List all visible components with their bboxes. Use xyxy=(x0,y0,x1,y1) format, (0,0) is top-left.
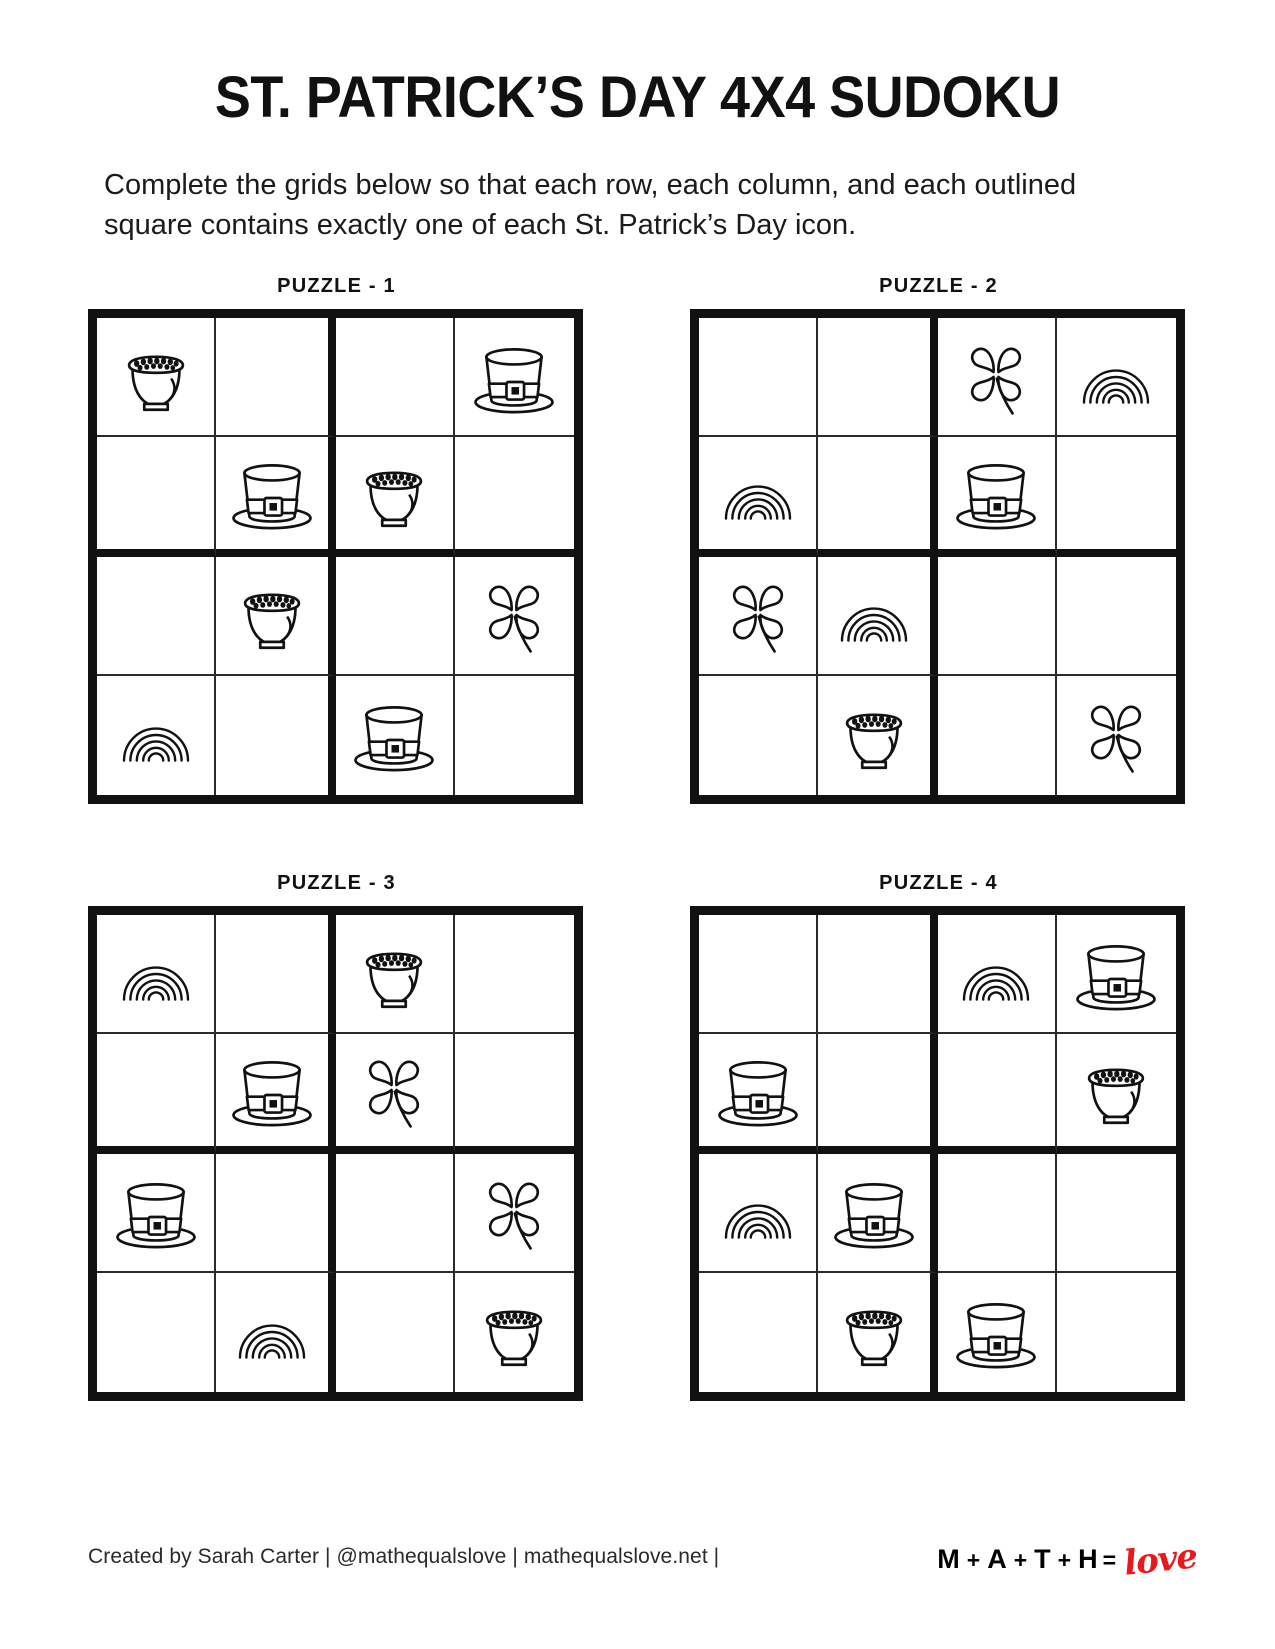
pot-of-gold-icon xyxy=(831,1289,917,1375)
leprechaun-hat-icon xyxy=(1073,931,1159,1017)
puzzle-2-label: PUZZLE - 2 xyxy=(879,275,998,298)
puzzle-4-cell-r2c4[interactable] xyxy=(1057,1034,1176,1153)
puzzle-4-cell-r2c1[interactable] xyxy=(699,1034,818,1153)
puzzle-2-cell-r4c3[interactable] xyxy=(938,676,1057,795)
puzzle-4-cell-r3c2[interactable] xyxy=(818,1154,937,1273)
leprechaun-hat-icon xyxy=(953,1289,1039,1375)
logo-love-word: love xyxy=(1122,1536,1199,1584)
puzzle-4-label: PUZZLE - 4 xyxy=(879,872,998,895)
rainbow-icon xyxy=(1073,334,1159,420)
leprechaun-hat-icon xyxy=(229,1047,315,1133)
puzzle-1-cell-r2c4[interactable] xyxy=(455,437,574,556)
puzzle-4-grid[interactable] xyxy=(690,906,1185,1401)
four-leaf-clover-icon xyxy=(953,334,1039,420)
puzzle-1-cell-r3c4[interactable] xyxy=(455,557,574,676)
puzzle-3-grid[interactable] xyxy=(88,906,583,1401)
puzzle-2-cell-r1c4[interactable] xyxy=(1057,318,1176,437)
puzzle-4-cell-r1c2[interactable] xyxy=(818,915,937,1034)
puzzle-4 xyxy=(690,872,1187,1401)
puzzle-1-cell-r1c4[interactable] xyxy=(455,318,574,437)
puzzle-4-cell-r2c2[interactable] xyxy=(818,1034,937,1153)
logo-plus-2: + xyxy=(1013,1547,1029,1573)
pot-of-gold-icon xyxy=(471,1289,557,1375)
logo-letter-t: T xyxy=(1034,1544,1052,1574)
puzzle-2 xyxy=(690,275,1187,804)
four-leaf-clover-icon xyxy=(471,1169,557,1255)
puzzle-1-cell-r1c1[interactable] xyxy=(97,318,216,437)
pot-of-gold-icon xyxy=(831,692,917,778)
puzzle-3-label: PUZZLE - 3 xyxy=(277,872,396,895)
puzzle-3-cell-r4c2[interactable] xyxy=(216,1273,335,1392)
puzzle-1-cell-r4c3[interactable] xyxy=(336,676,455,795)
puzzle-1-cell-r3c3[interactable] xyxy=(336,557,455,676)
puzzle-1-cell-r2c3[interactable] xyxy=(336,437,455,556)
rainbow-icon xyxy=(715,450,801,536)
puzzle-2-cell-r2c2[interactable] xyxy=(818,437,937,556)
puzzle-1-cell-r3c1[interactable] xyxy=(97,557,216,676)
logo-letter-a: A xyxy=(987,1544,1008,1574)
puzzle-4-cell-r3c1[interactable] xyxy=(699,1154,818,1273)
puzzle-1-label: PUZZLE - 1 xyxy=(277,275,396,298)
footer-credit: Created by Sarah Carter | @mathequalslove | mathequalslove.net | xyxy=(88,1545,720,1568)
puzzle-4-cell-r3c4[interactable] xyxy=(1057,1154,1176,1273)
leprechaun-hat-icon xyxy=(229,450,315,536)
puzzle-2-cell-r3c4[interactable] xyxy=(1057,557,1176,676)
puzzle-3-cell-r1c2[interactable] xyxy=(216,915,335,1034)
puzzle-2-cell-r1c1[interactable] xyxy=(699,318,818,437)
logo-letter-h: H xyxy=(1078,1544,1099,1574)
pot-of-gold-icon xyxy=(351,450,437,536)
rainbow-icon xyxy=(831,572,917,658)
puzzle-3-cell-r2c2[interactable] xyxy=(216,1034,335,1153)
puzzle-3-cell-r4c3[interactable] xyxy=(336,1273,455,1392)
logo-plus-1: + xyxy=(966,1547,982,1573)
four-leaf-clover-icon xyxy=(715,572,801,658)
puzzle-4-cell-r1c4[interactable] xyxy=(1057,915,1176,1034)
puzzle-1-cell-r2c1[interactable] xyxy=(97,437,216,556)
puzzle-2-cell-r3c1[interactable] xyxy=(699,557,818,676)
leprechaun-hat-icon xyxy=(113,1169,199,1255)
puzzle-3-cell-r1c1[interactable] xyxy=(97,915,216,1034)
puzzle-1-cell-r1c2[interactable] xyxy=(216,318,335,437)
puzzle-3-cell-r3c1[interactable] xyxy=(97,1154,216,1273)
math-equals-love-logo xyxy=(937,1536,1199,1584)
puzzle-2-cell-r1c2[interactable] xyxy=(818,318,937,437)
logo-letter-m: M xyxy=(937,1544,961,1574)
puzzle-4-cell-r4c1[interactable] xyxy=(699,1273,818,1392)
puzzle-2-cell-r4c4[interactable] xyxy=(1057,676,1176,795)
puzzle-1 xyxy=(88,275,585,804)
puzzle-4-cell-r4c2[interactable] xyxy=(818,1273,937,1392)
puzzle-2-cell-r4c2[interactable] xyxy=(818,676,937,795)
logo-plus-3: + xyxy=(1057,1547,1073,1573)
puzzle-row-top xyxy=(78,275,1197,804)
puzzle-3-cell-r2c4[interactable] xyxy=(455,1034,574,1153)
pot-of-gold-icon xyxy=(229,572,315,658)
puzzle-2-cell-r3c3[interactable] xyxy=(938,557,1057,676)
puzzle-4-cell-r4c4[interactable] xyxy=(1057,1273,1176,1392)
puzzle-3-cell-r4c4[interactable] xyxy=(455,1273,574,1392)
puzzle-2-cell-r2c3[interactable] xyxy=(938,437,1057,556)
puzzle-1-cell-r1c3[interactable] xyxy=(336,318,455,437)
leprechaun-hat-icon xyxy=(715,1047,801,1133)
puzzle-2-cell-r3c2[interactable] xyxy=(818,557,937,676)
puzzle-4-cell-r3c3[interactable] xyxy=(938,1154,1057,1273)
puzzle-1-grid[interactable] xyxy=(88,309,583,804)
puzzle-4-cell-r2c3[interactable] xyxy=(938,1034,1057,1153)
puzzle-4-cell-r1c1[interactable] xyxy=(699,915,818,1034)
puzzle-2-grid[interactable] xyxy=(690,309,1185,804)
four-leaf-clover-icon xyxy=(471,572,557,658)
pot-of-gold-icon xyxy=(351,931,437,1017)
leprechaun-hat-icon xyxy=(351,692,437,778)
puzzle-3-cell-r1c4[interactable] xyxy=(455,915,574,1034)
puzzle-1-cell-r4c4[interactable] xyxy=(455,676,574,795)
puzzle-3-cell-r3c3[interactable] xyxy=(336,1154,455,1273)
puzzle-2-cell-r2c4[interactable] xyxy=(1057,437,1176,556)
puzzle-3-cell-r4c1[interactable] xyxy=(97,1273,216,1392)
leprechaun-hat-icon xyxy=(471,334,557,420)
logo-equals: = xyxy=(1102,1547,1118,1573)
puzzle-2-cell-r4c1[interactable] xyxy=(699,676,818,795)
rainbow-icon xyxy=(229,1289,315,1375)
puzzle-3-cell-r2c3[interactable] xyxy=(336,1034,455,1153)
puzzle-3-cell-r2c1[interactable] xyxy=(97,1034,216,1153)
puzzle-3-cell-r3c2[interactable] xyxy=(216,1154,335,1273)
puzzle-1-cell-r3c2[interactable] xyxy=(216,557,335,676)
puzzle-3-cell-r3c4[interactable] xyxy=(455,1154,574,1273)
four-leaf-clover-icon xyxy=(351,1047,437,1133)
puzzle-4-cell-r4c3[interactable] xyxy=(938,1273,1057,1392)
puzzle-4-cell-r1c3[interactable] xyxy=(938,915,1057,1034)
four-leaf-clover-icon xyxy=(1073,692,1159,778)
puzzle-1-cell-r4c1[interactable] xyxy=(97,676,216,795)
pot-of-gold-icon xyxy=(1073,1047,1159,1133)
puzzle-2-cell-r2c1[interactable] xyxy=(699,437,818,556)
rainbow-icon xyxy=(715,1169,801,1255)
pot-of-gold-icon xyxy=(113,334,199,420)
leprechaun-hat-icon xyxy=(953,450,1039,536)
puzzle-3 xyxy=(88,872,585,1401)
puzzle-3-cell-r1c3[interactable] xyxy=(336,915,455,1034)
puzzle-2-cell-r1c3[interactable] xyxy=(938,318,1057,437)
rainbow-icon xyxy=(953,931,1039,1017)
instructions-text: Complete the grids below so that each row, each column, and each outlined square contains exactly one of each St. Patrick’s Day icon. xyxy=(104,169,1077,242)
puzzle-1-cell-r2c2[interactable] xyxy=(216,437,335,556)
puzzle-1-cell-r4c2[interactable] xyxy=(216,676,335,795)
rainbow-icon xyxy=(113,692,199,778)
rainbow-icon xyxy=(113,931,199,1017)
page-title: ST. PATRICK’S DAY 4X4 SUDOKU xyxy=(214,65,1061,130)
leprechaun-hat-icon xyxy=(831,1169,917,1255)
footer xyxy=(88,1536,1199,1584)
puzzle-row-bottom xyxy=(78,872,1197,1401)
